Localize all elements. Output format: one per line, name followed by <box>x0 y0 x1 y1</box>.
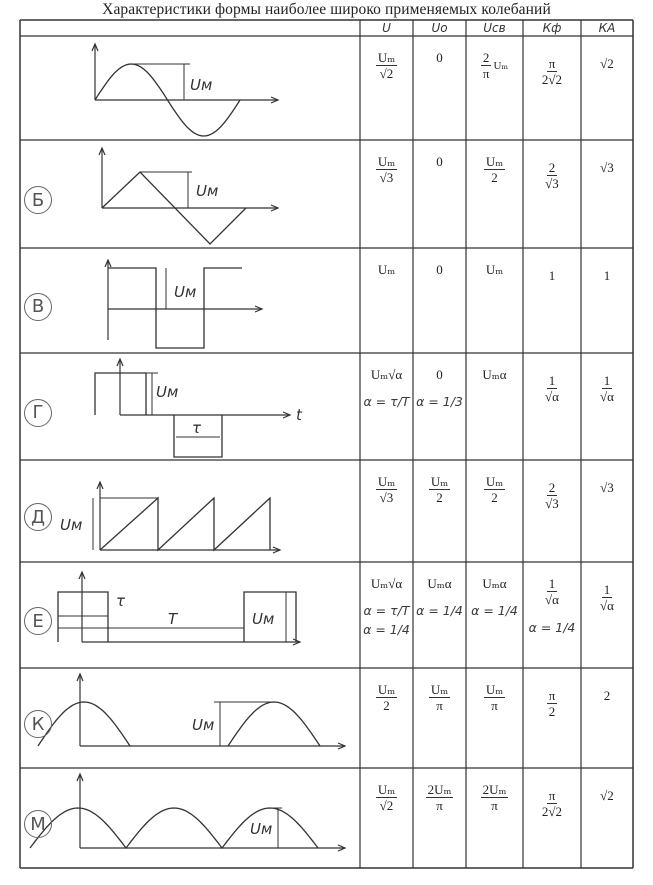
waveform-path <box>108 268 242 348</box>
waveform-path <box>100 498 270 550</box>
row-label: М <box>24 810 52 838</box>
waveform-pulse <box>95 359 303 457</box>
value: Uₘ√α <box>370 576 403 591</box>
fraction <box>376 50 397 82</box>
numerator: Uₘ <box>377 50 396 65</box>
value: √2 <box>600 56 614 71</box>
table-cell <box>523 688 581 720</box>
numerator: 2 <box>548 160 556 175</box>
handwritten-note: α = 1/4 <box>471 603 518 618</box>
row-label: В <box>24 293 52 321</box>
numerator: Uₘ <box>485 154 504 169</box>
value: Uₘα <box>482 367 507 382</box>
fraction <box>481 782 509 814</box>
table-cell <box>581 582 633 614</box>
denominator: π <box>491 798 498 813</box>
fraction <box>543 576 561 608</box>
fraction <box>547 688 558 720</box>
table-cell <box>466 782 523 814</box>
wave-label: Uм <box>190 76 213 94</box>
denominator: 2√2 <box>541 72 563 87</box>
numerator: Uₘ <box>485 474 504 489</box>
table-cell <box>413 154 466 169</box>
value: Uₘα <box>427 576 452 591</box>
fraction <box>543 160 561 192</box>
fraction <box>481 50 492 82</box>
value: Uₘ <box>377 262 396 277</box>
row-label: Б <box>24 186 52 214</box>
fraction <box>426 782 454 814</box>
numerator: 2Uₘ <box>482 782 507 797</box>
fraction <box>376 474 397 506</box>
page-title: Характеристики формы наиболее широко применяемых колебаний <box>102 1 551 18</box>
handwritten-note: α = 1/4 <box>528 620 576 635</box>
row-label: Г <box>24 399 52 427</box>
fraction <box>540 56 564 88</box>
table-cell <box>581 56 633 71</box>
value: Uₘ <box>493 59 509 72</box>
waveform-triangle <box>99 148 278 244</box>
column-header: КА <box>598 21 616 35</box>
value: 0 <box>436 367 443 382</box>
wave-label: Uм <box>252 610 275 628</box>
denominator: π <box>436 798 443 813</box>
fraction <box>543 480 561 512</box>
wave-label: Uм <box>196 182 219 200</box>
denominator: √3 <box>379 170 394 185</box>
waveform-unipolar-pulse <box>58 572 300 645</box>
column-header: Uo <box>431 21 448 35</box>
table-cell <box>413 50 466 65</box>
table-cell <box>413 367 466 409</box>
fraction <box>598 582 616 614</box>
value: Uₘ√α <box>370 367 403 382</box>
table-cell <box>523 480 581 512</box>
value: 1 <box>548 268 556 283</box>
denominator: √2 <box>379 66 394 81</box>
wave-label: τ <box>192 419 202 437</box>
table-cell <box>523 268 581 283</box>
waveform-full-wave <box>30 774 345 851</box>
table-cell <box>466 367 523 382</box>
table-cell <box>581 160 633 175</box>
row-label: Д <box>24 503 52 531</box>
handwritten-note: α = τ/T <box>363 394 410 409</box>
numerator: Uₘ <box>377 782 396 797</box>
table-cell <box>360 782 413 814</box>
numerator: Uₘ <box>377 682 396 697</box>
denominator: 2 <box>491 490 498 505</box>
wave-label: t <box>296 406 302 424</box>
table-cell <box>360 367 413 409</box>
denominator: √α <box>600 389 614 404</box>
table-cell <box>523 373 581 405</box>
fraction <box>429 682 450 714</box>
handwritten-note: α = 1/3 <box>416 394 463 409</box>
denominator: √3 <box>379 490 394 505</box>
numerator: 1 <box>548 576 556 591</box>
value: √3 <box>600 160 614 175</box>
fraction <box>484 474 505 506</box>
value: 0 <box>436 50 443 65</box>
fraction <box>376 682 397 714</box>
numerator: 2Uₘ <box>427 782 452 797</box>
denominator: √α <box>545 389 559 404</box>
table-cell <box>581 688 633 703</box>
fraction <box>484 154 505 186</box>
denominator: √α <box>600 598 614 613</box>
numerator: Uₘ <box>430 682 449 697</box>
column-header: U <box>382 21 391 35</box>
waveform-half-wave <box>38 674 345 749</box>
numerator: Uₘ <box>485 682 504 697</box>
value: 1 <box>603 268 611 283</box>
table-cell <box>523 576 581 635</box>
fraction <box>429 474 450 506</box>
table-cell <box>360 262 413 277</box>
wave-label: Uм <box>174 283 197 301</box>
numerator: π <box>548 788 556 803</box>
denominator: π <box>436 698 443 713</box>
handwritten-note: α = τ/T <box>363 603 410 618</box>
table-cell <box>413 682 466 714</box>
table-cell <box>466 682 523 714</box>
table-cell <box>581 480 633 495</box>
denominator: 2 <box>436 490 443 505</box>
denominator: 2√2 <box>541 804 563 819</box>
waveform-path <box>228 702 320 746</box>
denominator: 2 <box>548 704 556 719</box>
denominator: √2 <box>379 798 394 813</box>
numerator: π <box>548 56 556 71</box>
table-cell <box>413 262 466 277</box>
denominator: 2 <box>491 170 498 185</box>
wave-label: Uм <box>250 820 273 838</box>
column-header: Кф <box>542 21 562 35</box>
value: 2 <box>603 688 611 703</box>
grid-lines <box>20 20 633 868</box>
denominator: 2 <box>383 698 390 713</box>
value: 0 <box>436 154 443 169</box>
table-cell <box>360 50 413 82</box>
table-cell <box>581 268 633 283</box>
handwritten-note: α = 1/4 <box>363 621 410 637</box>
waveform-sawtooth <box>60 482 280 553</box>
fraction <box>598 373 616 405</box>
numerator: 2 <box>482 50 490 65</box>
numerator: Uₘ <box>430 474 449 489</box>
row-label: Е <box>24 607 52 635</box>
column-header: Uсв <box>483 21 506 35</box>
table-cell <box>523 56 581 88</box>
value: Uₘ <box>485 262 504 277</box>
numerator: 1 <box>603 373 611 388</box>
fraction <box>376 782 397 814</box>
denominator: √α <box>545 592 559 607</box>
table-cell <box>581 373 633 405</box>
table-cell <box>466 576 523 618</box>
waveform-path <box>30 808 318 848</box>
formula <box>481 50 508 82</box>
numerator: 2 <box>548 480 556 495</box>
waveform-path <box>58 592 108 642</box>
numerator: 1 <box>548 373 556 388</box>
waveform-sine <box>92 44 278 136</box>
wave-label: Uм <box>60 516 83 534</box>
fraction <box>540 788 564 820</box>
table-cell <box>360 682 413 714</box>
wave-label: T <box>168 610 178 628</box>
fraction <box>376 154 397 186</box>
numerator: Uₘ <box>377 154 396 169</box>
table-cell <box>523 160 581 192</box>
fraction <box>543 373 561 405</box>
table-cell <box>466 474 523 506</box>
denominator: √3 <box>545 496 559 511</box>
table-cell <box>466 154 523 186</box>
numerator: 1 <box>603 582 611 597</box>
table-cell <box>581 788 633 803</box>
handwritten-note: α = 1/4 <box>416 603 463 618</box>
table-cell <box>466 50 523 82</box>
value: √3 <box>600 480 614 495</box>
fraction <box>484 682 505 714</box>
table-cell <box>466 262 523 277</box>
value: √2 <box>600 788 614 803</box>
table-cell <box>360 474 413 506</box>
table-cell <box>360 576 413 636</box>
value: 0 <box>436 262 443 277</box>
denominator: π <box>482 66 490 81</box>
row-label: К <box>24 710 52 738</box>
wave-label: Uм <box>156 383 179 401</box>
numerator: Uₘ <box>377 474 396 489</box>
denominator: π <box>491 698 498 713</box>
table-cell <box>413 576 466 618</box>
wave-label: Uм <box>192 716 215 734</box>
table-cell <box>413 474 466 506</box>
waveform-square <box>105 260 262 348</box>
table-cell <box>523 788 581 820</box>
numerator: π <box>548 688 556 703</box>
value: Uₘα <box>482 576 507 591</box>
table-cell <box>413 782 466 814</box>
table-cell <box>360 154 413 186</box>
denominator: √3 <box>545 176 559 191</box>
wave-label: τ <box>116 592 126 610</box>
